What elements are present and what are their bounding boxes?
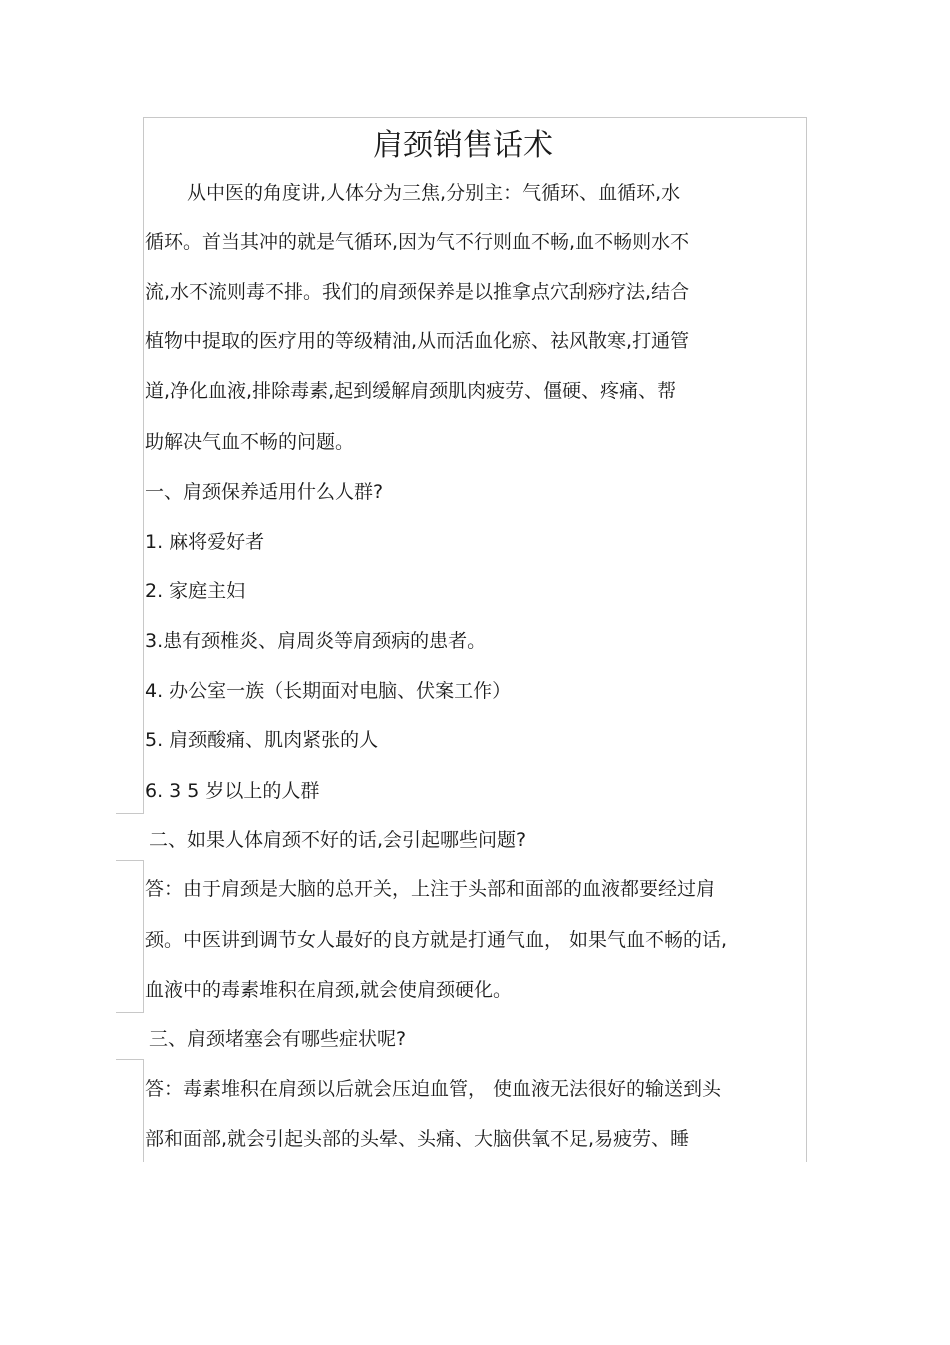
list-item: 4. 办公室一族（长期面对电脑、伏案工作）: [145, 680, 512, 702]
answer-line: 血液中的毒素堆积在肩颈,就会使肩颈硬化。: [145, 979, 513, 1001]
document-title: 肩颈销售话术: [373, 128, 553, 163]
list-item: 3.患有颈椎炎、肩周炎等肩颈病的患者。: [145, 630, 487, 652]
margin-notch: [116, 813, 144, 861]
section2-heading: 二、如果人体肩颈不好的话,会引起哪些问题?: [149, 829, 527, 851]
margin-notch: [116, 1012, 144, 1060]
list-item: 5. 肩颈酸痛、肌肉紧张的人: [145, 729, 379, 751]
answer-line: 部和面部,就会引起头部的头晕、头痛、大脑供氧不足,易疲劳、睡: [145, 1128, 690, 1150]
section3-heading: 三、肩颈堵塞会有哪些症状呢?: [149, 1028, 407, 1050]
intro-line: 流,水不流则毒不排。我们的肩颈保养是以推拿点穴刮痧疗法,结合: [145, 281, 690, 303]
intro-line: 植物中提取的医疗用的等级精油,从而活血化瘀、祛风散寒,打通管: [145, 330, 690, 352]
section1-heading: 一、肩颈保养适用什么人群?: [145, 481, 384, 503]
intro-line: 道,净化血液,排除毒素,起到缓解肩颈肌肉疲劳、僵硬、疼痛、帮: [145, 380, 677, 402]
intro-line: 助解决气血不畅的问题。: [145, 431, 355, 453]
answer-line: 答：毒素堆积在肩颈以后就会压迫血管， 使血液无法很好的输送到头: [145, 1078, 722, 1100]
intro-line: 从中医的角度讲,人体分为三焦,分别主：气循环、血循环,水: [187, 182, 681, 204]
answer-line: 颈。中医讲到调节女人最好的良方就是打通气血， 如果气血不畅的话,: [145, 929, 728, 951]
list-item: 6. 3 5 岁以上的人群: [145, 780, 320, 802]
list-item: 1. 麻将爱好者: [145, 531, 265, 553]
answer-line: 答：由于肩颈是大脑的总开关，上注于头部和面部的血液都要经过肩: [145, 878, 716, 900]
list-item: 2. 家庭主妇: [145, 580, 246, 602]
intro-line: 循环。首当其冲的就是气循环,因为气不行则血不畅,血不畅则水不: [145, 231, 690, 253]
